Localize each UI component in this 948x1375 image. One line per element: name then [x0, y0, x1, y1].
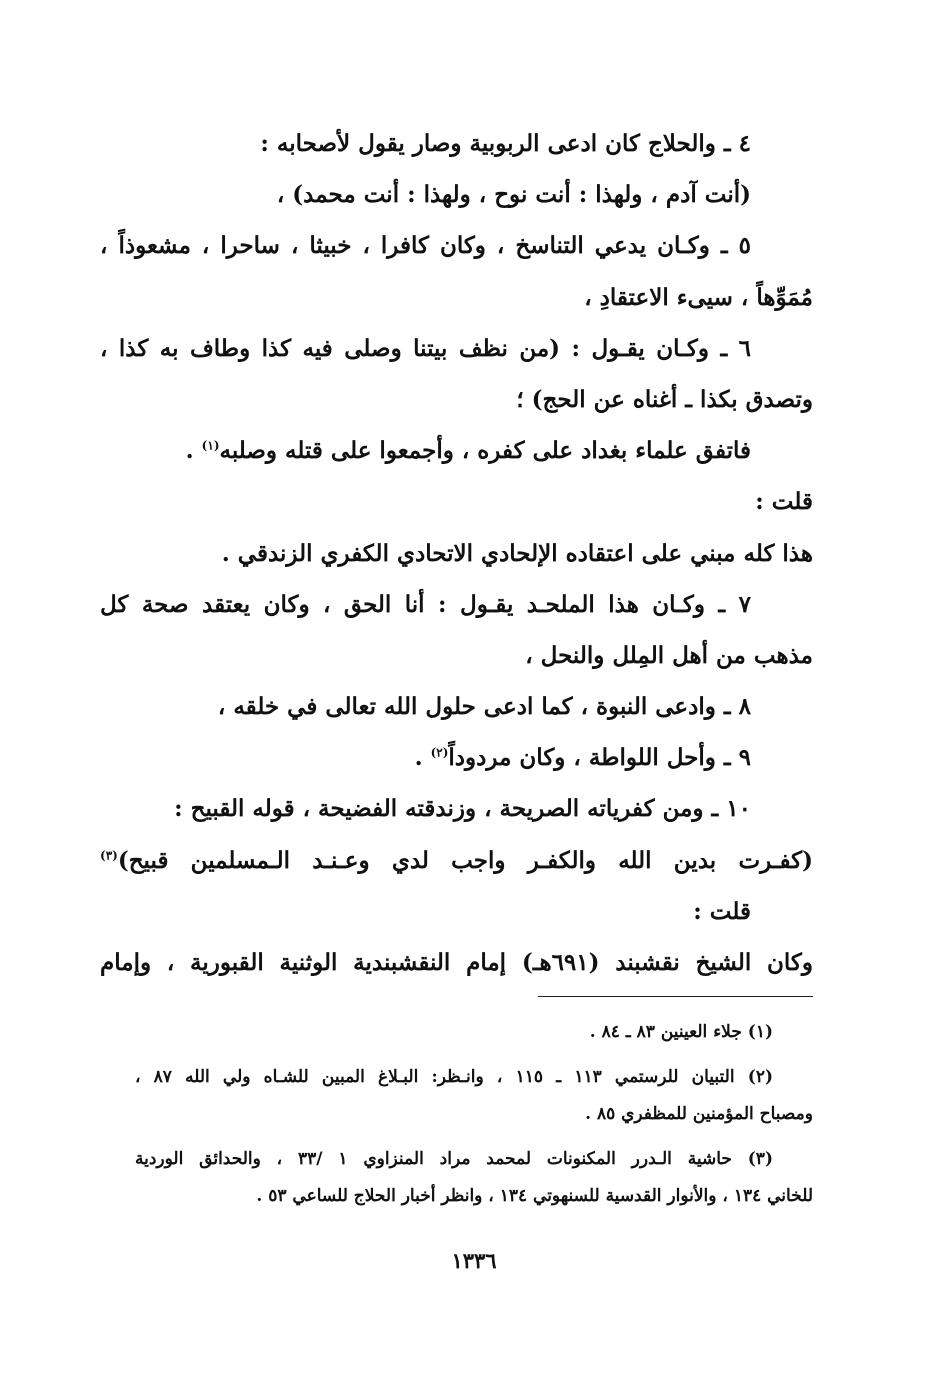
text-line-14: ١٠ ـ ومن كفرياته الصريحة ، وزندقته الفضيحة ، قوله القبيح :	[174, 795, 751, 823]
footnotes	[135, 1014, 813, 1215]
poem-verse	[100, 835, 813, 886]
text-line-13	[100, 732, 813, 783]
text-line-13-body: ٩ ـ وأحل اللواطة ، وكان مردوداً	[448, 744, 751, 772]
text-line-7-body: فاتفق علماء بغداد على كفره ، وأجمعوا على قتله وصلبه	[219, 437, 751, 465]
text-line-5: ٦ ـ وكـان يقـول : (من نظف بيتنا وصلى فيه كذا وطاف به كذا ،	[100, 334, 751, 362]
footnote-3-line-2: للخاني ١٣٤ ، والأنوار القدسية للسنهوتي ١٣٤ ، وانظر أخبار الحلاج للساعي ٥٣ .	[256, 1186, 813, 1206]
text-line-2: (أنت آدم ، ولهذا : أنت نوح ، ولهذا : أنت محمد) ،	[276, 181, 751, 209]
footnote-3-line-1: (٣) حاشية الـدرر المكنونات لمحمد مراد المنزاوي ١ /٣٣ ، والحدائق الوردية	[135, 1149, 773, 1169]
footnote-divider	[538, 996, 813, 997]
poem-verse-text: (كفـرت بدين الله والكفـر واجب لدي وعـنـد الـمسلمين قبيح)	[117, 846, 813, 874]
text-line-1: ٤ ـ والحلاج كان ادعى الربوبية وصار يقول لأصحابه :	[260, 130, 751, 157]
section-heading-qult-1: قلت :	[755, 488, 813, 516]
text-line-7	[100, 425, 813, 476]
text-line-4: مُمَوِّهاً ، سيىء الاعتقادِ ،	[584, 283, 813, 311]
text-line-13-end: .	[414, 744, 431, 772]
text-line-10: ٧ ـ وكـان هذا الملحـد يقـول : أنا الحق ، وكان يعتقد صحة كل	[100, 590, 751, 618]
footnote-ref-3: (٣)	[100, 847, 118, 862]
footnote-1: (١) جلاء العينين ٨٣ ـ ٨٤ .	[589, 1022, 773, 1042]
text-line-17: وكان الشيخ نقشبند (٦٩١هـ) إمام النقشبندية الوثنية القبورية ، وإمام	[100, 949, 813, 976]
main-text	[100, 118, 813, 988]
footnote-2-line-2: ومصباح المؤمنين للمظفري ٨٥ .	[585, 1104, 813, 1124]
text-line-9: هذا كله مبني على اعتقاده الإلحادي الاتحادي الكفري الزندقي .	[221, 539, 813, 567]
text-line-7-end: .	[185, 437, 202, 465]
page-number: ١٣٣٦	[451, 1248, 497, 1273]
footnote-2-line-1: (٢) التبيان للرستمي ١١٣ ـ ١١٥ ، وانـظر: البـلاغ المبين للشـاه ولي الله ٨٧ ،	[135, 1067, 773, 1087]
footnote-ref-1: (١)	[201, 438, 220, 453]
text-line-12: ٨ ـ وادعى النبوة ، كما ادعى حلول الله تعالى في خلقه ،	[217, 693, 751, 721]
text-line-6: وتصدق بكذا ـ أغناه عن الحج) ؛	[516, 385, 813, 413]
section-heading-qult-2: قلت :	[693, 897, 751, 925]
text-line-11: مذهب من أهل المِلل والنحل ،	[525, 641, 813, 669]
text-line-3: ٥ ـ وكـان يدعي التناسخ ، وكان كافرا ، خبيثا ، ساحرا ، مشعوذاً ،	[100, 232, 751, 260]
footnote-ref-2: (٢)	[430, 745, 449, 760]
